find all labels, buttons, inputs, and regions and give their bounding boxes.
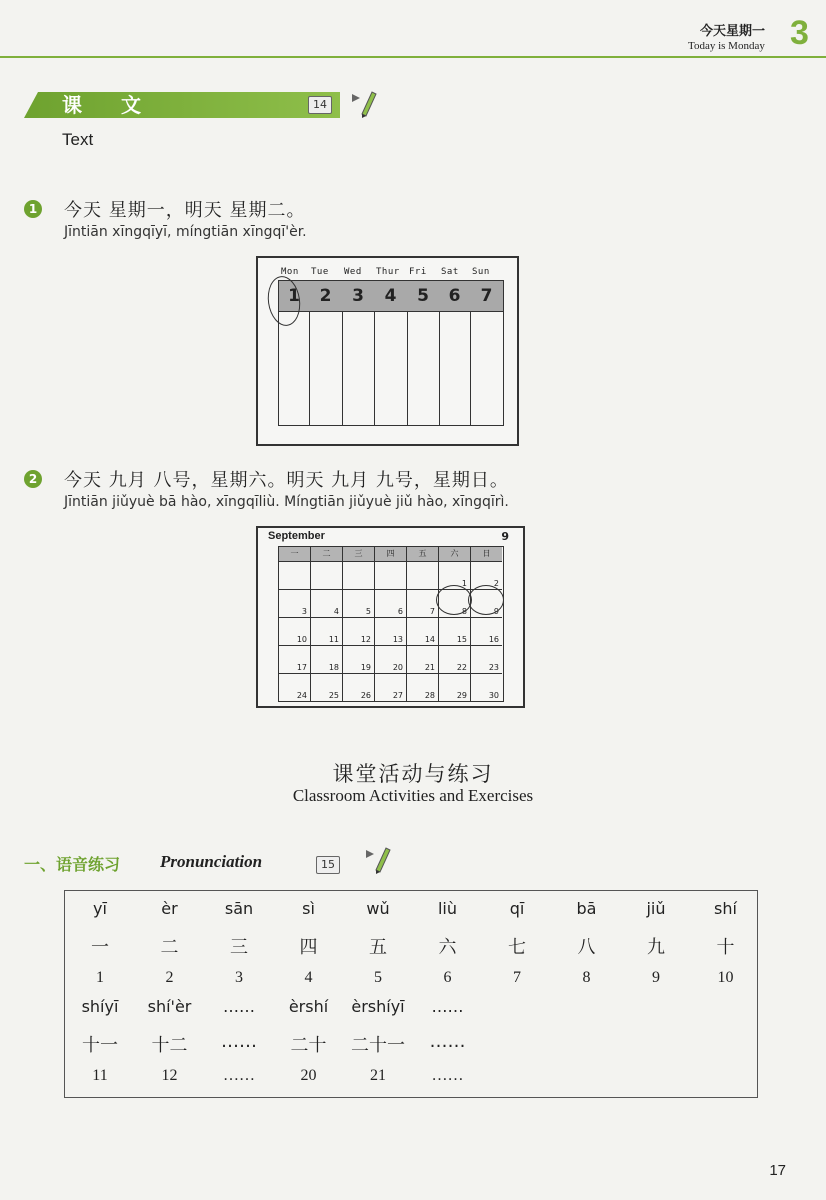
month-day-number: 3 — [301, 607, 307, 616]
month-day-number: 17 — [296, 663, 307, 672]
pinyin-cell: shíyī — [81, 997, 119, 1016]
month-day-cell — [407, 561, 439, 589]
month-day-cell — [279, 617, 311, 645]
pinyin-cell: …… — [431, 997, 464, 1016]
chinese-numeral-cell: 四 — [299, 937, 318, 958]
pinyin-cell: sān — [224, 899, 254, 918]
arabic-numeral-cell: 21 — [370, 1067, 386, 1084]
circled-date-mark — [468, 585, 504, 615]
month-day-cell — [375, 589, 407, 617]
reading-pen-icon[interactable] — [350, 88, 378, 118]
pinyin-cell: wǔ — [366, 899, 390, 918]
sentence-number-1: 1 — [24, 200, 42, 218]
sentence-2-chinese: 今天 九月 八号，星期六。明天 九月 九号，星期日。 — [64, 470, 509, 491]
week-date-cell: 4 — [374, 281, 407, 312]
week-day-column — [374, 281, 408, 425]
week-date-cell: 5 — [407, 281, 439, 312]
month-day-cell — [311, 645, 343, 673]
lesson-number: 3 — [790, 14, 809, 52]
month-day-cell — [407, 589, 439, 617]
month-day-number: 11 — [328, 635, 339, 644]
month-day-number: 12 — [360, 635, 371, 644]
arabic-numeral-cell: 9 — [652, 969, 660, 986]
month-day-number: 13 — [392, 635, 403, 644]
month-calendar-title: September — [268, 530, 325, 542]
month-day-cell — [407, 617, 439, 645]
audio-track-badge[interactable]: 14 — [308, 96, 332, 114]
month-day-cell — [311, 673, 343, 701]
sentence-2-pinyin: Jīntiān jiǔyuè bā hào, xīngqīliù. Míngtiān jiǔyuè jiǔ hào, xīngqīrì. — [64, 494, 509, 510]
month-day-number: 28 — [424, 691, 435, 700]
page-number: 17 — [769, 1162, 786, 1179]
month-day-cell — [407, 645, 439, 673]
pinyin-cell: jiǔ — [646, 899, 666, 918]
month-weekday-head: 六 — [439, 547, 471, 561]
chinese-numeral-cell: 五 — [369, 937, 387, 958]
pinyin-cell: shí — [714, 899, 737, 918]
month-calendar — [256, 526, 525, 708]
month-day-number: 4 — [333, 607, 339, 616]
month-day-number: 21 — [424, 663, 435, 672]
month-day-number: 26 — [360, 691, 371, 700]
month-day-cell — [279, 673, 311, 701]
arabic-numeral-cell: 6 — [443, 969, 452, 986]
month-day-cell — [343, 645, 375, 673]
month-day-number: 8 — [461, 607, 467, 616]
week-calendar-grid — [278, 267, 504, 426]
month-day-cell — [311, 561, 343, 589]
month-day-number: 27 — [392, 691, 403, 700]
week-calendar — [256, 256, 519, 446]
month-day-cell — [375, 617, 407, 645]
arabic-numeral-cell: 12 — [161, 1067, 178, 1084]
month-weekday-head: 四 — [375, 547, 407, 561]
pronunciation-title-cn: 一、语音练习 — [24, 855, 121, 874]
month-day-number: 15 — [456, 635, 467, 644]
week-day-column — [439, 281, 471, 425]
pronunciation-title-en: Pronunciation — [160, 852, 263, 871]
arabic-numeral-cell: 3 — [235, 969, 243, 986]
month-day-cell — [311, 589, 343, 617]
pinyin-cell: liù — [437, 899, 458, 918]
chinese-numeral-cell: 三 — [230, 937, 248, 958]
month-day-cell — [343, 561, 375, 589]
arabic-numeral-cell: 8 — [582, 969, 591, 986]
audio-track-badge[interactable]: 15 — [316, 856, 340, 874]
month-weekday-head: 三 — [343, 547, 375, 561]
sentence-1-pinyin: Jīntiān xīngqīyī, míngtiān xīngqī'èr. — [64, 224, 307, 240]
month-day-number: 9 — [493, 607, 499, 616]
month-day-number: 20 — [392, 663, 403, 672]
week-date-cell: 2 — [309, 281, 342, 312]
month-day-cell — [279, 561, 311, 589]
chinese-numeral-cell: 八 — [577, 937, 596, 958]
arabic-numeral-cell: 2 — [165, 969, 174, 986]
chapter-title-en: Today is Monday — [688, 40, 765, 52]
arabic-numeral-cell: …… — [223, 1067, 255, 1084]
month-day-cell — [343, 617, 375, 645]
chinese-numeral-cell: …… — [221, 1031, 257, 1052]
month-day-cell — [471, 645, 502, 673]
month-day-cell — [279, 645, 311, 673]
month-day-cell — [375, 561, 407, 589]
week-day-label: Mon — [281, 267, 299, 277]
week-day-label: Thur — [376, 267, 400, 277]
month-day-number: 22 — [456, 663, 467, 672]
month-day-number: 7 — [429, 607, 435, 616]
month-day-number: 1 — [461, 579, 467, 588]
week-day-label: Sat — [441, 267, 459, 277]
chapter-title-cn: 今天星期一 — [700, 24, 766, 39]
circled-date-mark — [436, 585, 472, 615]
chinese-numeral-cell: 二十 — [290, 1035, 327, 1056]
month-day-cell — [343, 673, 375, 701]
month-day-cell — [343, 589, 375, 617]
week-day-column — [470, 281, 503, 425]
arabic-numeral-cell: 1 — [96, 969, 104, 986]
pinyin-cell: èrshí — [288, 997, 329, 1016]
week-date-cell: 7 — [470, 281, 503, 312]
arabic-numeral-cell: 10 — [717, 969, 734, 986]
month-calendar-number: 9 — [501, 530, 509, 543]
arabic-numeral-cell: 5 — [374, 969, 382, 986]
chinese-numeral-cell: 二 — [160, 937, 179, 958]
month-day-cell — [407, 673, 439, 701]
activities-title-cn: 课堂活动与练习 — [332, 762, 494, 786]
arabic-numeral-cell: 20 — [300, 1067, 317, 1084]
pinyin-cell: yī — [93, 899, 107, 918]
month-day-cell — [279, 589, 311, 617]
arabic-numeral-cell: 4 — [304, 969, 313, 986]
month-calendar-grid — [278, 546, 504, 702]
month-weekday-head: 一 — [279, 547, 311, 561]
number-pronunciation-table — [64, 890, 758, 1098]
month-day-cell — [375, 645, 407, 673]
month-day-number: 29 — [456, 691, 467, 700]
activities-title-en: Classroom Activities and Exercises — [292, 786, 534, 805]
text-section-subtitle: Text — [62, 130, 94, 149]
pinyin-cell: shí'èr — [147, 997, 192, 1016]
pinyin-cell: sì — [302, 899, 315, 918]
chinese-numeral-cell: …… — [429, 1031, 466, 1052]
month-weekday-head: 二 — [311, 547, 343, 561]
pinyin-cell: qī — [509, 899, 525, 918]
month-day-number: 16 — [488, 635, 499, 644]
arabic-numeral-cell: 11 — [92, 1067, 108, 1084]
month-day-number: 25 — [328, 691, 339, 700]
month-day-cell — [375, 673, 407, 701]
month-day-number: 23 — [488, 663, 499, 672]
week-day-column — [309, 281, 343, 425]
week-day-label: Fri — [409, 267, 427, 277]
chinese-numeral-cell: 九 — [647, 937, 665, 958]
week-date-cell: 6 — [439, 281, 470, 312]
arabic-numeral-cell: 7 — [513, 969, 521, 986]
pinyin-cell: èrshíyī — [351, 997, 405, 1016]
week-day-label: Tue — [311, 267, 329, 277]
week-date-cell: 1 — [279, 281, 309, 312]
week-day-column — [407, 281, 440, 425]
chinese-numeral-cell: 十一 — [82, 1035, 118, 1056]
week-day-label: Sun — [472, 267, 490, 277]
month-day-cell — [439, 645, 471, 673]
sentence-1-chinese: 今天 星期一，明天 星期二。 — [64, 200, 306, 221]
month-day-number: 30 — [488, 691, 499, 700]
sentence-number-2: 2 — [24, 470, 42, 488]
chinese-numeral-cell: 十 — [716, 937, 735, 958]
month-day-cell — [439, 673, 471, 701]
month-day-number: 10 — [296, 635, 307, 644]
month-weekday-head: 五 — [407, 547, 439, 561]
month-day-cell — [439, 617, 471, 645]
month-day-number: 5 — [365, 607, 371, 616]
pinyin-cell: èr — [161, 899, 178, 918]
month-day-number: 14 — [424, 635, 435, 644]
month-day-number: 24 — [296, 691, 307, 700]
chinese-numeral-cell: 十二 — [151, 1035, 188, 1056]
reading-pen-icon[interactable] — [364, 844, 392, 874]
header-rule — [0, 56, 826, 58]
pinyin-cell: bā — [576, 899, 597, 918]
month-day-number: 19 — [360, 663, 371, 672]
month-day-cell — [471, 617, 502, 645]
month-day-number: 6 — [397, 607, 403, 616]
pinyin-cell: …… — [223, 997, 255, 1016]
week-date-cell: 3 — [342, 281, 374, 312]
week-day-column — [342, 281, 375, 425]
week-day-label: Wed — [344, 267, 362, 277]
month-day-number: 18 — [328, 663, 339, 672]
month-day-cell — [311, 617, 343, 645]
month-weekday-head: 日 — [471, 547, 502, 561]
text-section-title: 课 文 — [62, 93, 157, 117]
chinese-numeral-cell: 六 — [438, 937, 457, 958]
month-day-number: 2 — [493, 579, 499, 588]
chinese-numeral-cell: 一 — [91, 937, 109, 958]
arabic-numeral-cell: …… — [431, 1067, 464, 1084]
month-day-cell — [471, 673, 502, 701]
chinese-numeral-cell: 七 — [508, 937, 526, 958]
chinese-numeral-cell: 二十一 — [351, 1035, 405, 1056]
